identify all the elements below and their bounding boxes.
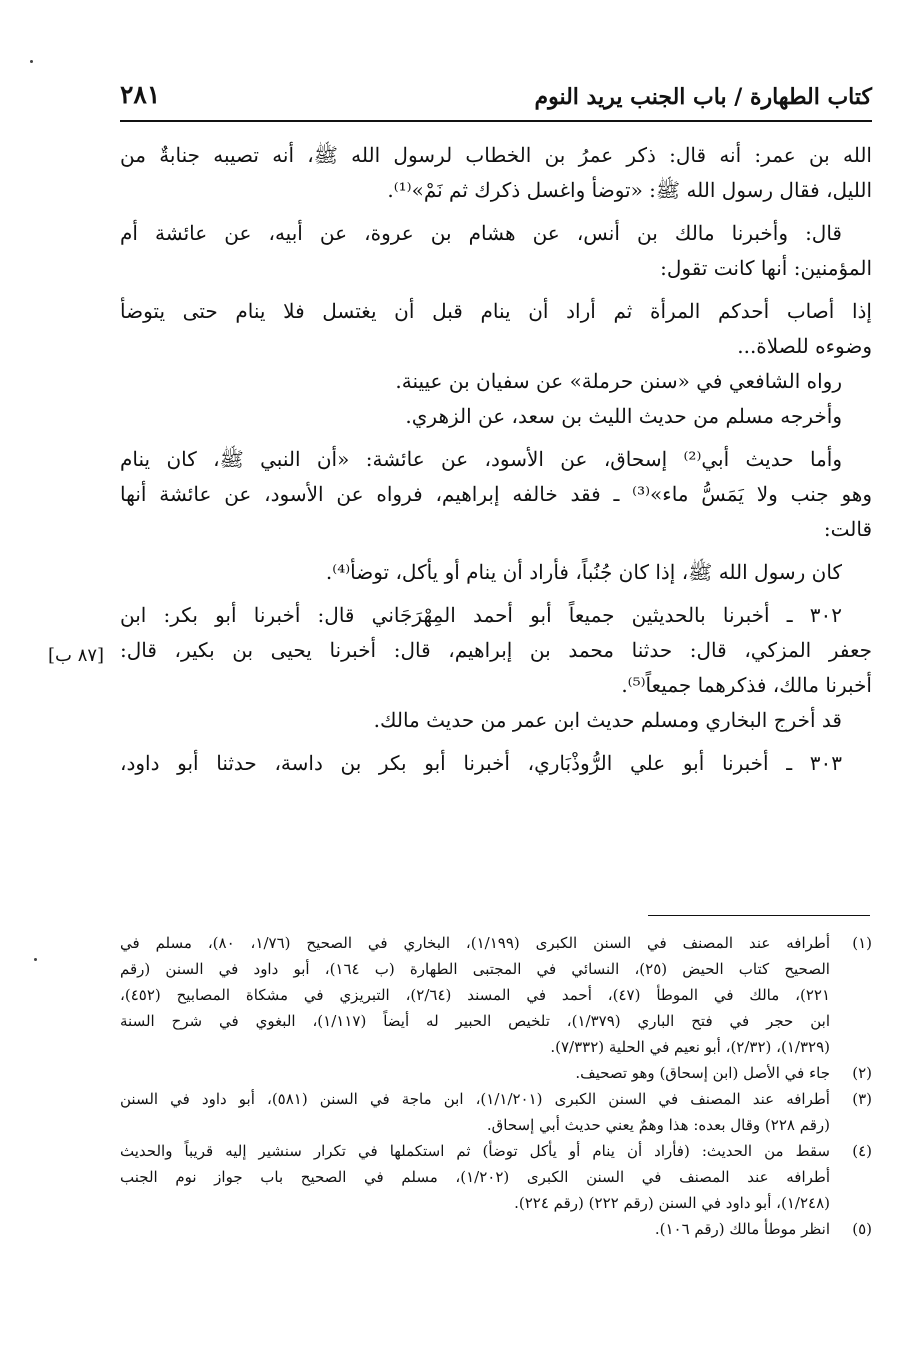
footnote-line: أطرافه عند المصنف في السنن الكبرى (١/١/٢٠١)، ابن ماجة في السنن (٥٨١)، أبو داود في السنن xyxy=(120,1090,830,1108)
footnote-number: (١) xyxy=(852,934,872,952)
footnote-line: (رقم ٢٢٨) وقال بعده: هذا وهمٌ يعني حديث أبي إسحاق. xyxy=(486,1116,830,1134)
footnote-1 xyxy=(120,930,872,1060)
text-line: قد أخرج البخاري ومسلم حديث ابن عمر من حديث مالك. xyxy=(373,708,842,732)
hadith-quote xyxy=(120,555,872,590)
paragraph xyxy=(120,477,872,547)
footnote-4 xyxy=(120,1138,872,1216)
paragraph xyxy=(120,442,872,477)
text-line: وأما حديث أبي⁽²⁾ إسحاق، عن الأسود، عن عائشة: «أن النبي ﷺ، كان ينام xyxy=(120,447,842,471)
footnote-line: (١/٣٢٩)، (٢/٣٢)، أبو نعيم في الحلية (٧/٣٣٢). xyxy=(550,1038,830,1056)
paragraph xyxy=(120,633,872,703)
footnote-line: ابن حجر في فتح الباري (١/٣٧٩)، تلخيص الحبير له أيضاً (١/١١٧)، البغوي في شرح السنة xyxy=(120,1012,830,1030)
text-line: كان رسول الله ﷺ، إذا كان جُنُباً، فأراد أن ينام أو يأكل، توضأ⁽⁴⁾. xyxy=(325,560,842,584)
footnote-line: سقط من الحديث: (فأراد أن ينام أو يأكل توضأ) ثم استكملها في تكرار سنشير إليه قريباً والحديث xyxy=(120,1142,830,1160)
hadith-entry-303 xyxy=(120,746,872,781)
running-title: كتاب الطهارة / باب الجنب يريد النوم xyxy=(534,84,872,110)
paragraph xyxy=(120,399,872,434)
footnote-line: جاء في الأصل (ابن إسحاق) وهو تصحيف. xyxy=(575,1064,830,1082)
speck xyxy=(34,958,37,961)
hadith-entry-302 xyxy=(120,598,872,633)
manuscript-folio-marker: [٨٧ ب] xyxy=(48,645,105,666)
text-line: أخبرنا مالك، فذكرهما جميعاً⁽⁵⁾. xyxy=(621,673,872,697)
paragraph xyxy=(120,703,872,738)
main-text xyxy=(120,138,872,781)
footnote-number: (٣) xyxy=(852,1090,872,1108)
footnote-2 xyxy=(120,1060,872,1086)
footnote-rule xyxy=(648,915,870,916)
text-line: المؤمنين: أنها كانت تقول: xyxy=(660,256,872,280)
footnote-number: (٢) xyxy=(852,1064,872,1082)
text-line: الليل، فقال رسول الله ﷺ: «توضأ واغسل ذكرك ثم نَمْ»⁽¹⁾. xyxy=(387,178,872,202)
text-line: جعفر المزكي، قال: حدثنا محمد بن إبراهيم، قال: أخبرنا يحيى بن بكير، قال: xyxy=(120,638,872,662)
text-line: الله بن عمر: أنه قال: ذكر عمرُ بن الخطاب لرسول الله ﷺ، أنه تصيبه جنابةٌ من xyxy=(120,143,872,167)
footnote-5 xyxy=(120,1216,872,1242)
text-line: رواه الشافعي في «سنن حرملة» عن سفيان بن عيينة. xyxy=(395,369,842,393)
header-rule xyxy=(120,120,872,122)
speck xyxy=(30,60,33,63)
footnote-line: أطرافه عند المصنف في السنن الكبرى (١/١٩٩)، البخاري في الصحيح (١/٧٦، ٨٠)، مسلم في xyxy=(120,934,830,952)
footnote-line: انظر موطأ مالك (رقم ١٠٦). xyxy=(654,1220,830,1238)
footnote-number: (٤) xyxy=(852,1142,872,1160)
footnote-line: الصحيح كتاب الحيض (٢٥)، النسائي في المجتبى الطهارة (ب ١٦٤)، أبو داود في السنن (رقم xyxy=(120,960,830,978)
page-number: ٢٨١ xyxy=(120,80,161,109)
text-line: قالت: xyxy=(823,517,872,541)
text-line: قال: وأخبرنا مالك بن أنس، عن هشام بن عروة، عن أبيه، عن عائشة أم xyxy=(120,221,842,245)
footnote-line: أطرافه عند المصنف في السنن الكبرى (١/٢٠٢)، مسلم في الصحيح باب جواز نوم الجنب xyxy=(120,1168,830,1186)
paragraph xyxy=(120,216,872,251)
footnote-line: ٢٢١)، مالك في الموطأ (٤٧)، أحمد في المسند (٢/٦٤)، التبريزي في مشكاة المصابيح (٤٥٢)، xyxy=(120,986,830,1004)
paragraph xyxy=(120,251,872,286)
page-header xyxy=(120,78,872,118)
footnote-line: (١/٢٤٨)، أبو داود في السنن (رقم ٢٢٢) (رقم ٢٢٤). xyxy=(514,1194,830,1212)
paragraph xyxy=(120,364,872,399)
text-line: إذا أصاب أحدكم المرأة ثم أراد أن ينام قبل أن يغتسل فلا ينام حتى يتوضأ xyxy=(120,299,872,323)
footnote-3 xyxy=(120,1086,872,1138)
text-line: ٣٠٢ ـ أخبرنا بالحديثين جميعاً أبو أحمد المِهْرَجَاني قال: أخبرنا أبو بكر: ابن xyxy=(120,603,842,627)
text-line: وهو جنب ولا يَمَسُّ ماء»⁽³⁾ ـ فقد خالفه إبراهيم، فرواه عن الأسود، عن عائشة أنها xyxy=(120,482,872,506)
text-line: وأخرجه مسلم من حديث الليث بن سعد، عن الزهري. xyxy=(405,404,842,428)
hadith-quote xyxy=(120,294,872,364)
footnote-number: (٥) xyxy=(852,1220,872,1238)
text-line: ٣٠٣ ـ أخبرنا أبو علي الرُّوذْبَاري، أخبرنا أبو بكر بن داسة، حدثنا أبو داود، xyxy=(120,751,842,775)
footnotes xyxy=(120,930,872,1242)
text-line: وضوءه للصلاة... xyxy=(737,334,872,358)
paragraph xyxy=(120,138,872,208)
